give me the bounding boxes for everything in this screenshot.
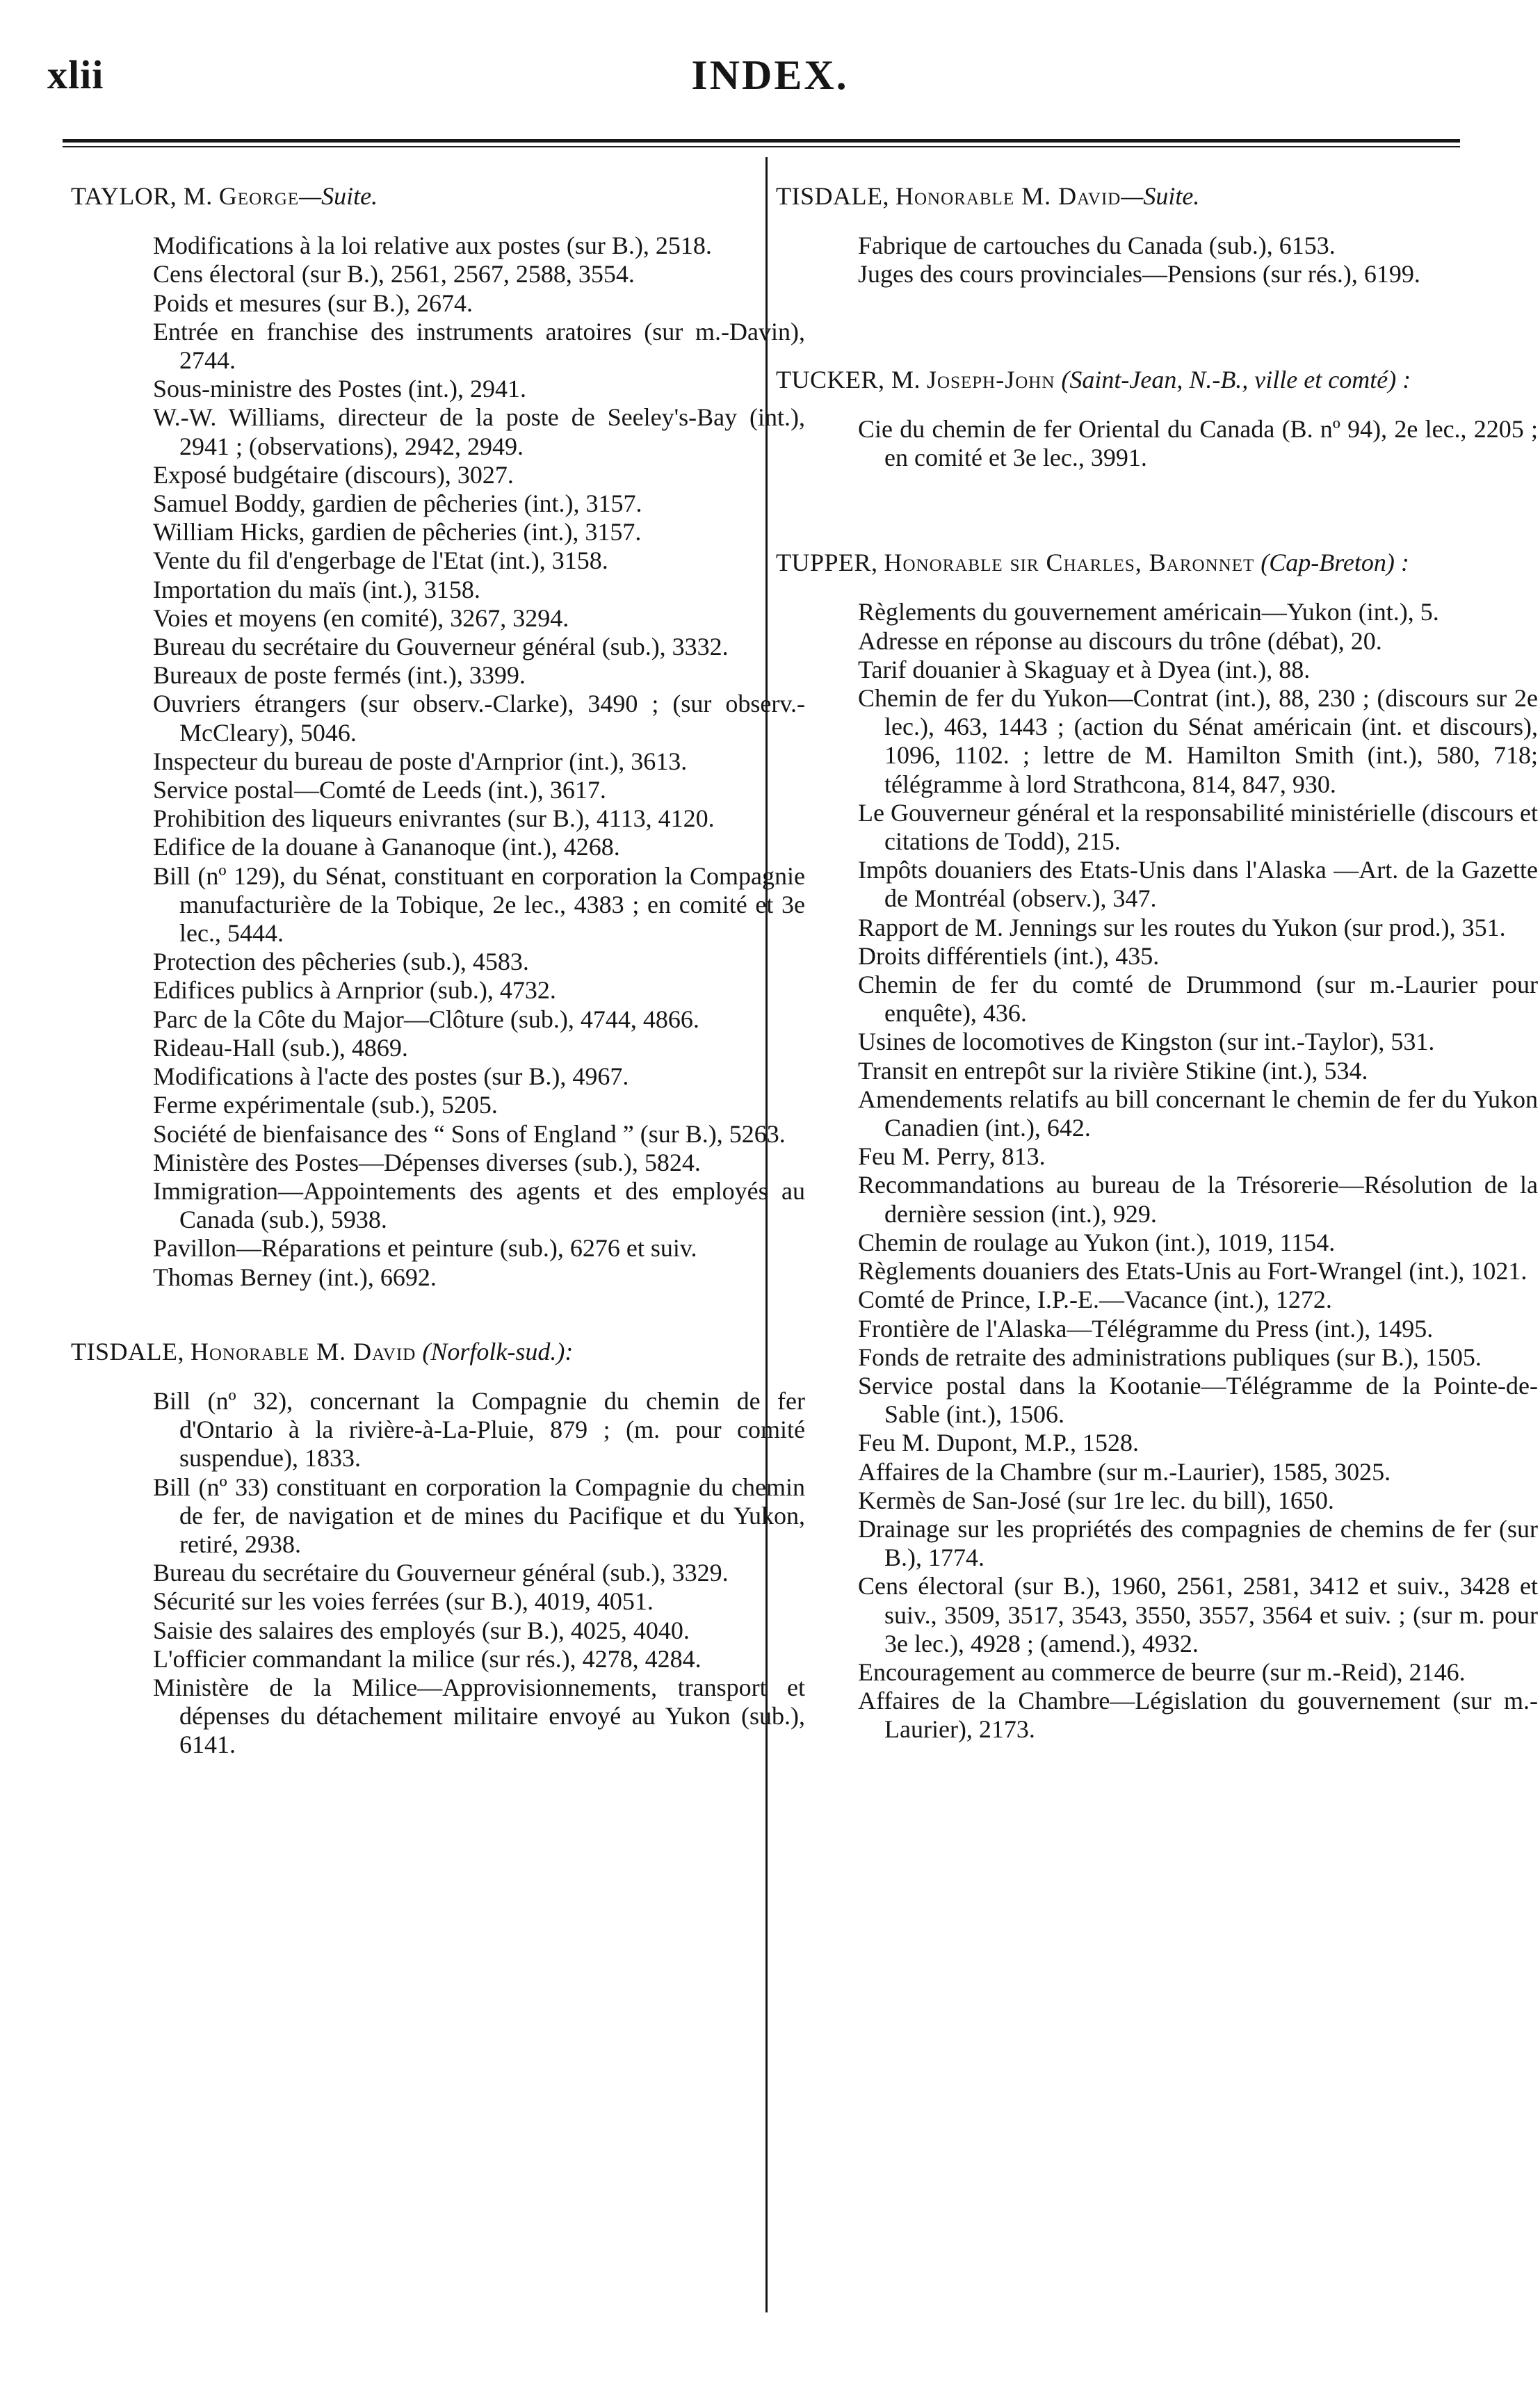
entry-list [71, 232, 805, 1292]
index-entry: Kermès de San-José (sur 1re lec. du bill), 1650. [858, 1486, 1334, 1514]
index-entry: Cie du chemin de fer Oriental du Canada (B. nº 94), 2e lec., 2205 ; en comité et 3e lec., 3991. [858, 414, 1538, 472]
index-entry: Tarif douanier à Skaguay et à Dyea (int.), 88. [858, 655, 1311, 683]
index-entry: Affaires de la Chambre—Législation du gouvernement (sur m.-Laurier), 2173. [858, 1687, 1538, 1744]
index-entry: Le Gouverneur général et la responsabilité ministérielle (discours et citations de Todd), 215. [858, 798, 1538, 856]
index-entry: Affaires de la Chambre (sur m.-Laurier), 1585, 3025. [858, 1457, 1391, 1486]
index-entry: Fabrique de cartouches du Canada (sub.), 6153. [858, 232, 1336, 260]
entry-list [71, 1386, 805, 1760]
index-entry: Feu M. Perry, 813. [858, 1142, 1046, 1171]
index-entry: Ferme expérimentale (sub.), 5205. [153, 1091, 498, 1119]
index-entry: L'officier commandant la milice (sur rés.), 4278, 4284. [153, 1644, 702, 1673]
index-entry: Service postal dans la Kootanie—Télégramme de la Pointe-de-Sable (int.), 1506. [858, 1371, 1538, 1429]
index-heading [776, 182, 1464, 211]
index-entry: Protection des pêcheries (sub.), 4583. [153, 948, 529, 976]
index-heading [776, 366, 1464, 394]
heading-given-name: Honorable M. David [190, 1337, 416, 1365]
index-entry: Inspecteur du bureau de poste d'Arnprior (int.), 3613. [153, 747, 688, 775]
header-rule-thin [63, 146, 1460, 147]
heading-suite: —Suite. [299, 182, 378, 210]
index-heading [776, 549, 1464, 577]
index-entry: Recommandations au bureau de la Trésorerie—Résolution de la dernière session (int.), 929. [858, 1171, 1538, 1228]
index-entry: Edifice de la douane à Gananoque (int.), 4268. [153, 833, 620, 861]
index-entry: Service postal—Comté de Leeds (int.), 3617. [153, 776, 606, 804]
index-entry: Bill (nº 129), du Sénat, constituant en corporation la Compagnie manufacturière de la Tobique, 2e lec., 4383 ; en comité et 3e lec., 5444. [153, 861, 805, 948]
index-entry: Bureau du secrétaire du Gouverneur général (sub.), 3329. [153, 1559, 729, 1587]
index-entry: Ouvriers étrangers (sur observ.-Clarke), 3490 ; (sur observ.-McCleary), 5046. [153, 690, 805, 747]
index-entry: Voies et moyens (en comité), 3267, 3294. [153, 603, 569, 632]
index-entry: William Hicks, gardien de pêcheries (int.), 3157. [153, 518, 642, 546]
index-entry: Feu M. Dupont, M.P., 1528. [858, 1429, 1140, 1457]
index-entry: Règlements douaniers des Etats-Unis au Fort-Wrangel (int.), 1021. [858, 1257, 1527, 1286]
heading-riding: (Norfolk-sud.): [422, 1337, 574, 1365]
entry-list [776, 414, 1538, 472]
heading-name: TAYLOR, M. [71, 182, 213, 210]
heading-suite: —Suite. [1121, 182, 1200, 210]
index-entry: Entrée en franchise des instruments aratoires (sur m.-Davin), 2744. [153, 317, 805, 375]
heading-name: TISDALE, [776, 182, 889, 210]
index-entry: Droits différentiels (int.), 435. [858, 941, 1160, 970]
index-section-tupper [776, 549, 1538, 1744]
heading-given-name: Honorable sir Charles, Baronnet [884, 549, 1255, 577]
index-entry: Rideau-Hall (sub.), 4869. [153, 1033, 408, 1062]
index-entry: Règlements du gouvernement américain—Yukon (int.), 5. [858, 598, 1439, 626]
index-entry: Chemin de roulage au Yukon (int.), 1019, 1154. [858, 1228, 1336, 1256]
index-entry: Frontière de l'Alaska—Télégramme du Press (int.), 1495. [858, 1314, 1434, 1343]
index-entry: W.-W. Williams, directeur de la poste de Seeley's-Bay (int.), 2941 ; (observations), 2942, 2949. [153, 403, 805, 460]
entry-list [776, 232, 1464, 289]
index-section-tisdale-suite [776, 182, 1464, 289]
index-entry: Amendements relatifs au bill concernant le chemin de fer du Yukon Canadien (int.), 642. [858, 1085, 1538, 1142]
heading-name: TUPPER, [776, 549, 878, 577]
index-entry: Modifications à l'acte des postes (sur B.), 4967. [153, 1062, 629, 1091]
index-entry: Comté de Prince, I.P.-E.—Vacance (int.), 1272. [858, 1286, 1332, 1314]
heading-given-name: George [218, 182, 300, 210]
heading-riding: (Saint-Jean, N.-B., ville et comté) : [1061, 365, 1411, 394]
index-entry: Cens électoral (sur B.), 1960, 2561, 2581, 3412 et suiv., 3428 et suiv., 3509, 3517, 3543, 3550, 3557, 3564 et suiv. ; (sur m. pour 3e lec.), 4928 ; (amend.), 4932. [858, 1572, 1538, 1658]
index-entry: Poids et mesures (sur B.), 2674. [153, 289, 473, 317]
index-entry: Fonds de retraite des administrations publiques (sur B.), 1505. [858, 1343, 1482, 1371]
index-entry: Bill (nº 33) constituant en corporation la Compagnie du chemin de fer, de navigation et de mines du Pacifique et du Yukon, retiré, 2938. [153, 1473, 805, 1558]
index-heading [71, 1338, 759, 1366]
index-entry: Pavillon—Réparations et peinture (sub.), 6276 et suiv. [153, 1234, 697, 1263]
index-entry: Chemin de fer du comté de Drummond (sur m.-Laurier pour enquête), 436. [858, 971, 1538, 1028]
index-entry: Immigration—Appointements des agents et des employés au Canada (sub.), 5938. [153, 1176, 805, 1234]
index-entry: Juges des cours provinciales—Pensions (sur rés.), 6199. [858, 260, 1420, 289]
index-section-tisdale [71, 1337, 805, 1760]
index-entry: Prohibition des liqueurs enivrantes (sur B.), 4113, 4120. [153, 804, 715, 833]
index-entry: Adresse en réponse au discours du trône (débat), 20. [858, 626, 1382, 655]
index-entry: Saisie des salaires des employés (sur B.), 4025, 4040. [153, 1616, 690, 1644]
index-entry: Thomas Berney (int.), 6692. [153, 1263, 437, 1291]
index-entry: Modifications à la loi relative aux postes (sur B.), 2518. [153, 232, 712, 260]
index-entry: Chemin de fer du Yukon—Contrat (int.), 88, 230 ; (discours sur 2e lec.), 463, 1443 ; (action du Sénat américain (int. et discours), 1096, 1102. ; lettre de M. Hamilton Smith (int.), 580, 718; télégramme à lord Strathcona, 814, 847, 930. [858, 684, 1538, 798]
index-entry: Transit en entrepôt sur la rivière Stikine (int.), 534. [858, 1056, 1368, 1085]
index-entry: Usines de locomotives de Kingston (sur int.-Taylor), 531. [858, 1028, 1435, 1056]
index-entry: Encouragement au commerce de beurre (sur m.-Reid), 2146. [858, 1658, 1466, 1686]
index-section-taylor [71, 182, 805, 1292]
heading-name: TUCKER, M. [776, 365, 921, 394]
index-entry: Rapport de M. Jennings sur les routes du Yukon (sur prod.), 351. [858, 913, 1506, 941]
index-entry: Exposé budgétaire (discours), 3027. [153, 460, 514, 489]
page-number: xlii [47, 52, 104, 97]
index-entry: Drainage sur les propriétés des compagnies de chemins de fer (sur B.), 1774. [858, 1514, 1538, 1572]
index-entry: Bureaux de poste fermés (int.), 3399. [153, 661, 526, 690]
index-entry: Bill (nº 32), concernant la Compagnie du chemin de fer d'Ontario à la rivière-à-La-Pluie, 879 ; (m. pour comité suspendue), 1833. [153, 1386, 805, 1473]
index-entry: Samuel Boddy, gardien de pêcheries (int.), 3157. [153, 489, 642, 518]
index-entry: Edifices publics à Arnprior (sub.), 4732. [153, 976, 556, 1005]
index-heading [71, 182, 759, 211]
index-entry: Société de bienfaisance des “ Sons of England ” (sur B.), 5263. [153, 1119, 786, 1148]
index-entry: Impôts douaniers des Etats-Unis dans l'Alaska —Art. de la Gazette de Montréal (observ.), 347. [858, 856, 1538, 913]
index-entry: Ministère des Postes—Dépenses diverses (sub.), 5824. [153, 1148, 701, 1176]
index-entry: Cens électoral (sur B.), 2561, 2567, 2588, 3554. [153, 260, 635, 289]
index-section-tucker [776, 365, 1538, 473]
right-column [776, 182, 1538, 1790]
running-head-title: INDEX. [691, 52, 849, 98]
index-entry: Importation du maïs (int.), 3158. [153, 575, 480, 603]
heading-name: TISDALE, [71, 1337, 184, 1365]
heading-given-name: Joseph-John [927, 365, 1055, 394]
left-column [71, 182, 805, 1806]
index-entry: Bureau du secrétaire du Gouverneur général (sub.), 3332. [153, 633, 729, 661]
heading-given-name: Honorable M. David [895, 182, 1121, 210]
index-entry: Ministère de la Milice—Approvisionnements, transport et dépenses du détachement militaire envoyé au Yukon (sub.), 6141. [153, 1673, 805, 1759]
heading-riding: (Cap-Breton) : [1261, 549, 1409, 577]
entry-list [776, 598, 1538, 1744]
index-entry: Parc de la Côte du Major—Clôture (sub.), 4744, 4866. [153, 1005, 699, 1033]
index-entry: Sécurité sur les voies ferrées (sur B.), 4019, 4051. [153, 1587, 654, 1616]
header-rule-thick [63, 139, 1460, 143]
index-entry: Sous-ministre des Postes (int.), 2941. [153, 375, 526, 403]
index-entry: Vente du fil d'engerbage de l'Etat (int.), 3158. [153, 546, 608, 575]
